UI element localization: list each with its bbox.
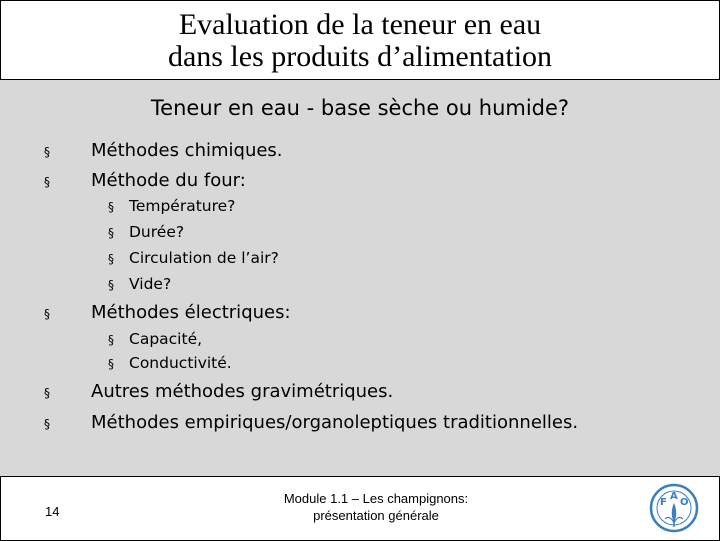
sub-item-temperature: Température?	[129, 197, 236, 215]
sub-bullet-marker: §	[108, 357, 114, 371]
bullet-marker: §	[44, 307, 50, 321]
slide-footer	[0, 476, 720, 541]
slide-title-line2: dans les produits d’alimentation	[167, 40, 553, 73]
module-caption-line1: Module 1.1 – Les champignons:	[283, 491, 469, 506]
sub-item-conductivity: Conductivité.	[129, 354, 232, 372]
bullet-marker: §	[44, 175, 50, 189]
sub-bullet-marker: §	[108, 333, 114, 347]
list-item-gravimetric-methods: Autres méthodes gravimétriques.	[91, 381, 394, 402]
sub-item-duration: Durée?	[129, 223, 185, 241]
sub-item-air-circulation: Circulation de l’air?	[129, 249, 279, 267]
module-caption-line2: présentation générale	[313, 508, 439, 523]
slide-subtitle: Teneur en eau - base sèche ou humide?	[150, 96, 570, 120]
logo-letter-a: A	[670, 491, 678, 502]
list-item-electrical-methods: Méthodes électriques:	[91, 302, 291, 323]
page-number: 14	[45, 504, 60, 519]
logo-letter-f: F	[660, 497, 667, 508]
sub-bullet-marker: §	[108, 226, 114, 240]
sub-bullet-marker: §	[108, 200, 114, 214]
bullet-marker: §	[44, 145, 50, 159]
list-item-oven-method: Méthode du four:	[91, 170, 246, 191]
logo-letter-o: O	[680, 497, 689, 508]
slide-title-line1: Evaluation de la teneur en eau	[178, 8, 542, 41]
fao-logo-icon	[649, 483, 699, 533]
bullet-marker: §	[44, 417, 50, 431]
list-item-empirical-methods: Méthodes empiriques/organoleptiques traditionnelles.	[91, 412, 579, 433]
sub-item-vacuum: Vide?	[129, 275, 172, 293]
sub-bullet-marker: §	[108, 278, 114, 292]
list-item-chemical-methods: Méthodes chimiques.	[91, 140, 283, 161]
title-box	[0, 0, 720, 80]
sub-item-capacitance: Capacité,	[129, 330, 203, 348]
module-caption	[251, 490, 501, 524]
sub-bullet-marker: §	[108, 252, 114, 266]
bullet-marker: §	[44, 386, 50, 400]
